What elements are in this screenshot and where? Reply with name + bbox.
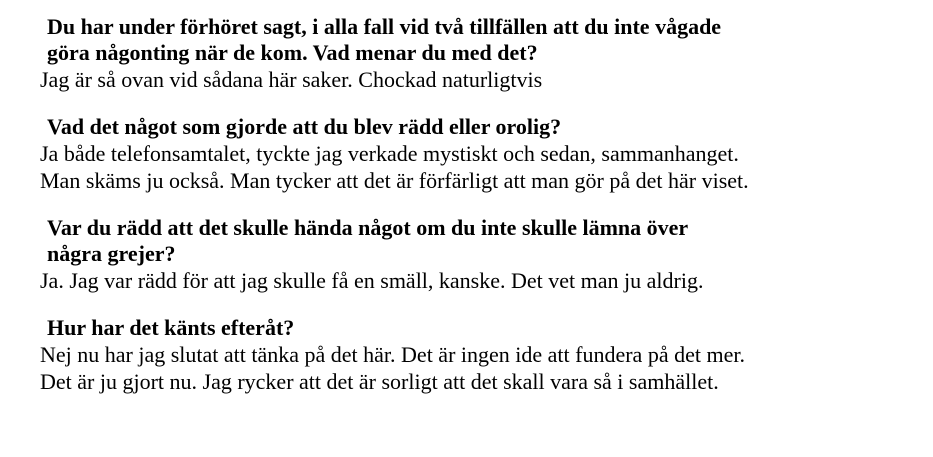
- qa-block-4: [40, 315, 920, 395]
- question-4: Hur har det känts efteråt?: [47, 315, 295, 340]
- qa-block-2: [40, 114, 920, 194]
- question-3: Var du rädd att det skulle hända något om du inte skulle lämna över några grejer?: [47, 215, 689, 266]
- answer-3: Ja. Jag var rädd för att jag skulle få en smäll, kanske. Det vet man ju aldrig.: [40, 268, 704, 293]
- qa-block-3: [40, 215, 920, 294]
- question-2: Vad det något som gjorde att du blev rädd eller orolig?: [47, 114, 562, 139]
- answer-4: Nej nu har jag slutat att tänka på det här. Det är ingen ide att fundera på det mer. Det är ju gjort nu. Jag rycker att det är sorligt att det skall vara så i samhället.: [40, 342, 745, 394]
- answer-2: Ja både telefonsamtalet, tyckte jag verkade mystiskt och sedan, sammanhanget. Man skäms ju också. Man tycker att det är förfärligt att man gör på det här viset.: [40, 141, 749, 193]
- question-1: Du har under förhöret sagt, i alla fall vid två tillfällen att du inte vågade göra någonting när de kom. Vad menar du med det?: [47, 14, 722, 65]
- qa-block-1: [40, 14, 920, 93]
- answer-1: Jag är så ovan vid sådana här saker. Chockad naturligtvis: [40, 67, 543, 92]
- interview-transcript: [40, 14, 920, 416]
